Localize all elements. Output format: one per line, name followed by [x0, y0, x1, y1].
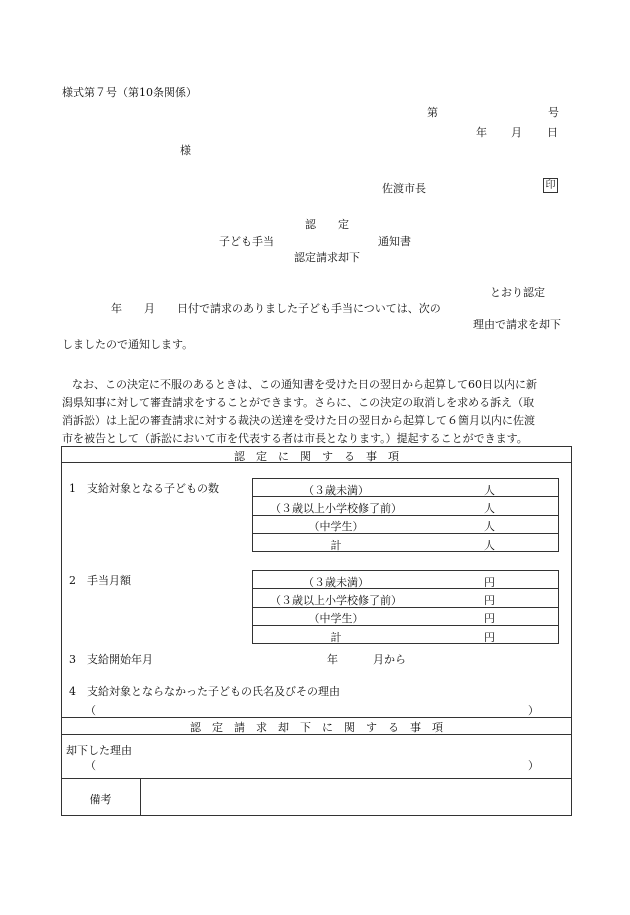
- seal-mark: 印: [543, 178, 558, 193]
- body-main-line: 年 月 日付で請求のありました子ども手当については、次の: [111, 302, 441, 315]
- item1-label: 1 支給対象となる子どもの数: [69, 482, 219, 495]
- item4-label: 4 支給対象とならなかった子どもの氏名及びその理由: [69, 685, 340, 698]
- item1-row-unit: 人: [484, 539, 495, 552]
- section-header-approval: 認 定 に 関 す る 事 項: [234, 450, 399, 463]
- item2-row-label: （３歳未満）: [303, 576, 369, 589]
- notice-line-3: 消訴訟）は上記の審査請求に対する裁決の送達を受けた日の翌日から起算して６箇月以内に佐渡: [62, 414, 535, 427]
- item1-row-label: （３歳以上小学校修了前）: [270, 502, 402, 515]
- item2-row-unit: 円: [484, 594, 495, 607]
- item3-label: 3 支給開始年月: [69, 653, 153, 666]
- divider: [61, 778, 572, 779]
- item2-row-label: 計: [330, 631, 342, 644]
- item1-row-label: 計: [330, 539, 342, 552]
- item4-paren-open: （: [85, 704, 96, 717]
- doc-number-suffix: 号: [548, 106, 559, 119]
- remarks-label: 備考: [89, 793, 112, 806]
- body-end-line: しましたので通知します。: [62, 338, 194, 351]
- divider: [140, 778, 141, 816]
- item4-paren-close: ）: [528, 704, 539, 717]
- item1-row-label: （３歳未満）: [303, 484, 369, 497]
- title-option-top: 認 定: [305, 218, 349, 231]
- item2-row-label: （３歳以上小学校修了前）: [270, 594, 402, 607]
- title-suffix: 通知書: [378, 235, 411, 248]
- title-option-bottom: 認定請求却下: [294, 251, 360, 264]
- item2-row-unit: 円: [484, 576, 495, 589]
- rejection-paren-close: ）: [528, 759, 539, 772]
- notice-line-2: 潟県知事に対して審査請求をすることができます。さらに、この決定の取消しを求める訴え（取: [62, 396, 535, 409]
- title-main: 子ども手当: [219, 235, 274, 248]
- item1-row-unit: 人: [484, 520, 495, 533]
- date-month: 月: [511, 126, 522, 139]
- notice-line-4: 市を被告として（訴訟において市を代表する者は市長となります。）提起することができます。: [62, 432, 528, 445]
- item3-month: 月から: [373, 653, 406, 666]
- item3-year: 年: [327, 653, 338, 666]
- date-year: 年: [476, 126, 487, 139]
- issuer-name: 佐渡市長: [382, 182, 426, 195]
- addressee-suffix: 様: [180, 144, 191, 157]
- item2-label: 2 手当月額: [69, 574, 131, 587]
- notice-line-1: なお、この決定に不服のあるときは、この通知書を受けた日の翌日から起算して60日以内に新: [72, 378, 537, 391]
- divider: [61, 717, 572, 718]
- rejection-reason-label: 却下した理由: [66, 744, 132, 757]
- item1-row-label: （中学生）: [308, 520, 364, 533]
- body-option-top: とおり認定: [490, 286, 545, 299]
- item2-row-unit: 円: [484, 631, 495, 644]
- item1-row-unit: 人: [484, 502, 495, 515]
- form-number: 様式第７号（第10条関係）: [62, 86, 197, 99]
- item2-row-unit: 円: [484, 612, 495, 625]
- section-header-rejection: 認 定 請 求 却 下 に 関 す る 事 項: [190, 721, 443, 734]
- doc-number-prefix: 第: [427, 106, 438, 119]
- date-day: 日: [547, 126, 558, 139]
- item1-row-unit: 人: [484, 484, 495, 497]
- body-option-bottom: 理由で請求を却下: [473, 318, 561, 331]
- item2-row-label: （中学生）: [308, 612, 364, 625]
- rejection-paren-open: （: [85, 759, 96, 772]
